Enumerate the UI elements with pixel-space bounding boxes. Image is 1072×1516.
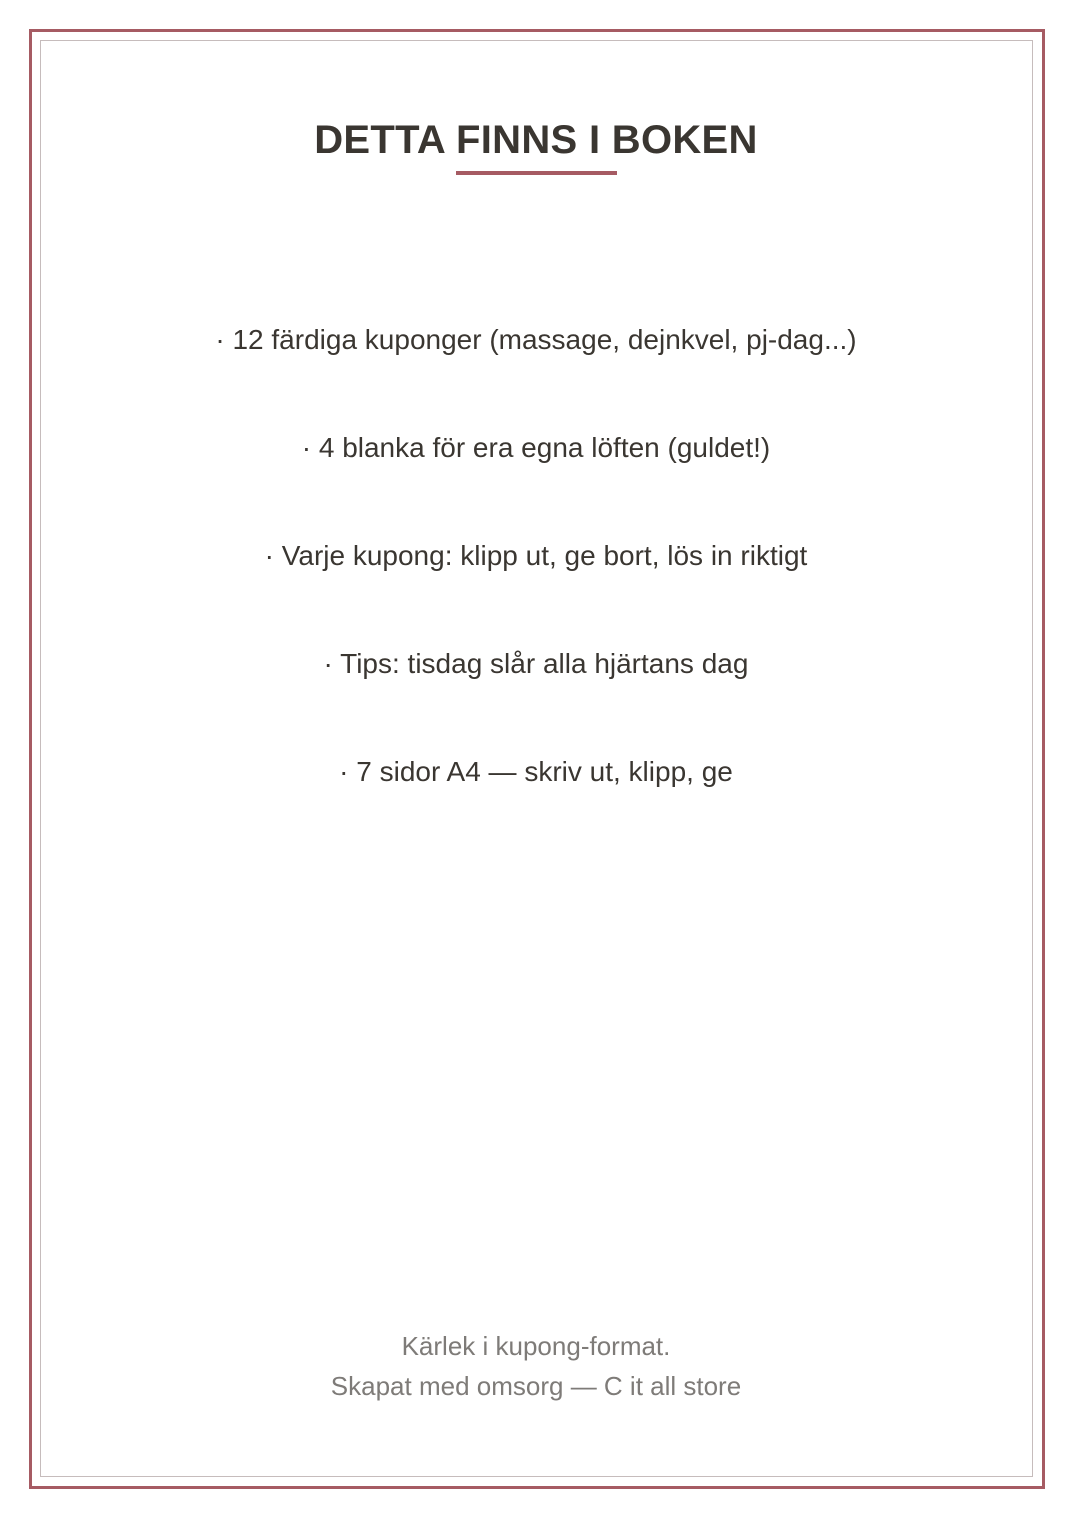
page-title: DETTA FINNS I BOKEN (314, 118, 758, 162)
footer-tagline: Kärlek i kupong-format. (401, 1331, 671, 1361)
contents-list (0, 318, 1072, 858)
list-item: · Varje kupong: klipp ut, ge bort, lös in riktigt (264, 540, 808, 571)
footer (0, 1326, 1072, 1406)
list-item: · Tips: tisdag slår alla hjärtans dag (323, 648, 749, 679)
list-item: · 12 färdiga kuponger (massage, dejnkvel, pj-dag...) (215, 324, 857, 355)
footer-credit: Skapat med omsorg — C it all store (330, 1371, 742, 1401)
list-item: · 7 sidor A4 — skriv ut, klipp, ge (339, 756, 733, 787)
list-item: · 4 blanka för era egna löften (guldet!) (301, 432, 771, 463)
title-underline (456, 171, 617, 175)
